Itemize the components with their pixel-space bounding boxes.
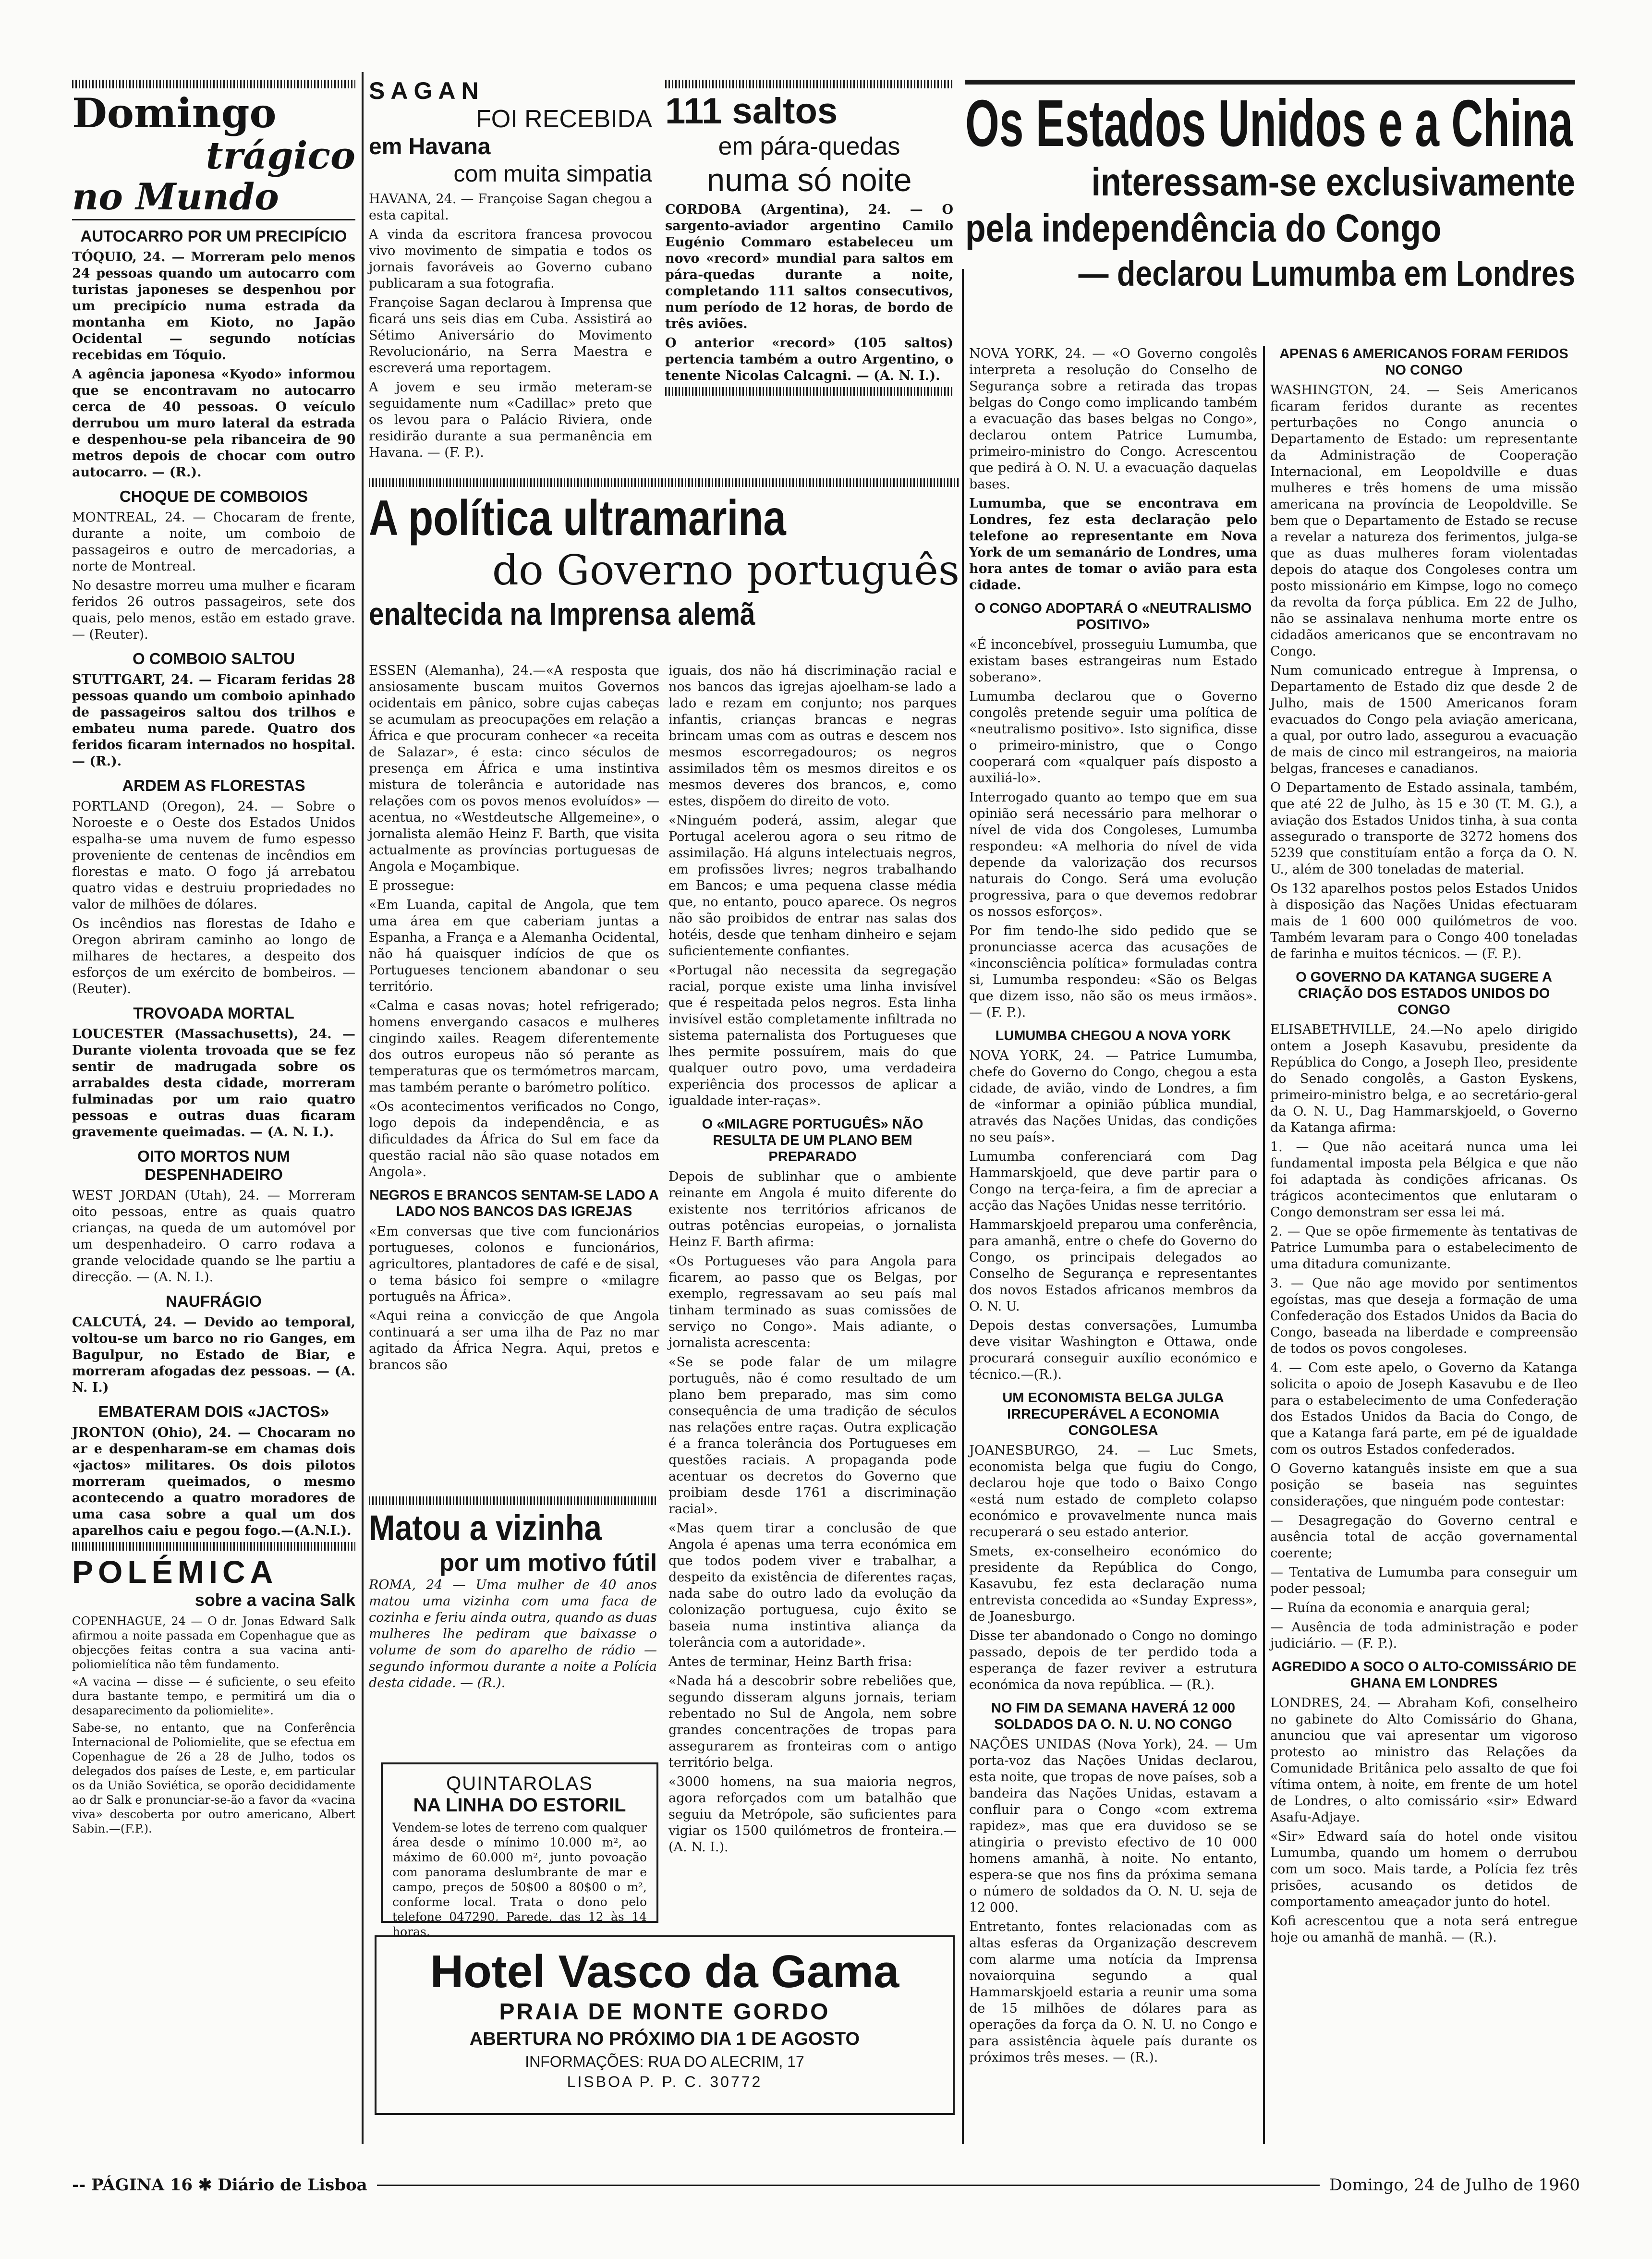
- story-paragraph: «Sir» Edward saía do hotel onde visitou Lumumba, quando um homem o derrubou com um soco. Mais tarde, a Polícia fez três prisões, acusando os detidos de comportamento ameaçador junto do hotel.: [1270, 1829, 1578, 1909]
- usa-subtitle-3: — declarou Lumumba em Londres: [1078, 254, 1575, 293]
- section-title: NO FIM DA SEMANA HAVERÁ 12 000 SOLDADOS DA O. N. U. NO CONGO: [991, 1700, 1236, 1732]
- story-paragraph: Lumumba, que se encontrava em Londres, fez esta declaração pelo telefone ao representante em Nova York de um semanário de Londres, uma hora antes de tomar o avião para esta cidade.: [969, 496, 1257, 593]
- usa-subtitle-1: interessam-se exclusivamente: [1091, 160, 1575, 204]
- story-paragraph: LOUCESTER (Massachusetts), 24. — Durante violenta trovoada que se fez sentir de madrugada sobre os arrabaldes desta cidade, morreram fulminadas por um raio quatro pessoas e outras duas ficaram gravemente queimadas. — (A. N. I.).: [72, 1027, 355, 1140]
- story-paragraph: Antes de terminar, Heinz Barth frisa:: [668, 1654, 912, 1669]
- story-paragraph: iguais, dos não há discriminação racial e nos bancos das igrejas ajoelham-se lado a lado e rezam em conjunto; nos parques infantis, crianças brancas e negras brincam umas com as outras e descem nos mesmos escorregadouros; os negros assimilados têm os mesmos direitos e os mesmos deveres dos brancos, e, como estes, dispõem do direito de voto.: [668, 663, 957, 809]
- hatch-rule: [369, 478, 960, 487]
- story-sagan: [369, 77, 652, 460]
- ultra-subtitle: do Governo português: [492, 547, 960, 595]
- polemica-headline: POLÉMICA: [72, 1554, 278, 1590]
- story-paragraph: — Tentativa de Lumumba para conseguir um poder pessoal;: [1270, 1565, 1578, 1596]
- hotel-location: PRAIA DE MONTE GORDO: [499, 1999, 830, 2025]
- story-paragraph: Hammarskjoeld preparou uma conferência, para amanhã, entre o chefe do Governo do Congo, os principais delegados ao Conselho de Segurança e representantes dos novos Estados africanos membros da O. N. U.: [969, 1217, 1257, 1314]
- story-paragraph: «É inconcebível, prosseguiu Lumumba, que existam bases estrangeiras num Estado soberano».: [969, 637, 1257, 685]
- story-paragraph: NOVA YORK, 24. — Patrice Lumumba, chefe do Governo do Congo, chegou a esta cidade, de avião, vindo de Londres, a fim de «informar a opinião pública mundial, através das Nações Unidas, das condições no seu país».: [969, 1048, 1257, 1145]
- usa-title: Os Estados Unidos e a China: [965, 86, 1573, 160]
- story-paragraph: Lumumba conferenciará com Dag Hammarskjoeld, que deve partir para o Congo na terça-feira, a fim de apreciar a acção das Nações Unidas nesse território.: [969, 1149, 1257, 1213]
- story-paragraph: Num comunicado entregue à Imprensa, o Departamento de Estado diz que desde 2 de Julho, mais de 1500 Americanos foram evacuados do Congo pela aviação americana, a qual, por outro lado, assegurou a evacuação de mais de cinco mil estrangeiros, na maioria belgas, franceses e canadianos.: [1270, 663, 1578, 776]
- story-paragraph: PORTLAND (Oregon), 24. — Sobre o Noroeste e o Oeste dos Estados Unidos espalha-se uma nuvem de fumo espesso proveniente de centenas de incêndios em florestas e mato. O fogo já arrebatou quatro vidas e destruiu propriedades no valor de milhões de dólares.: [72, 799, 355, 912]
- page-footer: [72, 2171, 1580, 2199]
- story-paragraph: «Ninguém poderá, assim, alegar que Portugal acelerou agora o seu ritmo de assimilação. Há alguns intelectuais negros, em profissões livres; negros trabalhando em Bancos; e uma pequena classe média que, no entanto, pouco aparece. Os negros não são proibidos de entrar nas salas dos hotéis, desde que tenham dinheiro e sejam suficientemente confiantes.: [668, 813, 957, 959]
- story-paragraph: «Em conversas que tive com funcionários portugueses, colonos e funcionários, agricultores, plantadores de café e de sisal, o tema básico foi sempre o «milagre português na África».: [369, 1224, 659, 1304]
- section-title: O GOVERNO DA KATANGA SUGERE A CRIAÇÃO DOS ESTADOS UNIDOS DO CONGO: [1296, 970, 1552, 1018]
- story-paragraph: Kofi acrescentou que a nota será entregue hoje ou amanhã de manhã. — (R.).: [1270, 1914, 1578, 1945]
- story-paragraph: TÓQUIO, 24. — Morreram pelo menos 24 pessoas quando um autocarro com turistas japoneses se despenhou por um precipício numa estrada da montanha em Kioto, no Japão Ocidental — segundo notícias recebidas em Tóquio.: [72, 250, 355, 363]
- story-paragraph: MONTREAL, 24. — Chocaram de frente, durante a noite, um comboio de passageiros e outro de mercadorias, a norte de Montreal.: [72, 510, 355, 574]
- story-paragraph: «Em Luanda, capital de Angola, que tem uma área em que caberiam juntas a Espanha, a França e a Alemanha Ocidental, não há quaisquer indícios de que os Portugueses tencionem abandonar o seu território.: [369, 898, 659, 994]
- footer-page-label: -- PÁGINA 16 ✱ Diário de Lisboa: [72, 2175, 367, 2195]
- story-paragraph: A vinda da escritora francesa provocou vivo movimento de simpatia e todos os jornais favoráveis ao Governo cubano publicaram a sua fotografia.: [369, 227, 652, 291]
- ultra-title: A política ultramarina: [369, 490, 786, 546]
- story-paragraph: Os incêndios nas florestas de Idaho e Oregon abriram caminho ao longo de milhares de hectares, a despeito dos esforços de um exército de bombeiros. — (Reuter).: [72, 916, 355, 996]
- story-paragraph: «A vacina — disse — é suficiente, o seu efeito dura bastante tempo, e permitirá um dia o desaparecimento da poliomielite».: [72, 1675, 355, 1717]
- story-paragraph: JRONTON (Ohio), 24. — Chocaram no ar e despenharam-se em chamas dois «jactos» militares. Os dois pilotos morreram queimados, o mesmo acontecendo a quatro moradores de uma casa sobre a qual um dos aparelhos caiu e pegou fogo.—(A.N.I.).: [72, 1425, 355, 1538]
- story-paragraph: STUTTGART, 24. — Ficaram feridas 28 pessoas quando um comboio apinhado de passageiros saltou dos trilhos e embateu numa parede. Quatro dos feridos ficaram internados no hospital. — (R.).: [72, 672, 355, 769]
- footer-date: Domingo, 24 de Julho de 1960: [1329, 2175, 1580, 2195]
- story-paragraph: 2. — Que se opõe firmemente às tentativas de Patrice Lumumba para o estabelecimento de uma ditadura comunizante.: [1270, 1224, 1578, 1272]
- story-paragraph: 3. — Que não age movido por sentimentos egoístas, mas que deseja a formação de uma Confederação dos Estados Unidos da Bacia do Congo, baseada na liberdade e compreensão de todos os povos congoleses.: [1270, 1276, 1578, 1356]
- story-paragraph: HAVANA, 24. — Françoise Sagan chegou a esta capital.: [369, 192, 652, 223]
- story-paragraph: 4. — Com este apelo, o Governo da Katanga solicita o apoio de Joseph Kasavubu e de Ileo para o estabelecimento de uma Confederação dos Estados Unidos da Bacia do Congo, de que a Katanga fará parte, em pé de igualdade com os outros Estados confederados.: [1270, 1360, 1578, 1457]
- story-paragraph: Depois de sublinhar que o ambiente reinante em Angola é muito diferente do existente nos territórios africanos de outras potências europeias, o jornalista Heinz F. Barth afirma:: [668, 1169, 957, 1250]
- story-paragraph: NOVA YORK, 24. — «O Governo congolês interpreta a resolução do Conselho de Segurança sobre a retirada das tropas belgas do Congo como implicando também a evacuação das bases belgas no Congo», declarou ontem Patrice Lumumba, primeiro-ministro do Congo. Acrescentou que pedirá à O. N. U. a evacuação daquelas bases.: [969, 346, 1257, 492]
- matou-title: Matou a vizinha: [369, 1508, 602, 1548]
- story-paragraph: «Portugal não necessita da segregação racial, porque existe uma linha invisível que é respeitada pelos negros. Esta linha invisível estão completamente infiltrada no sistema paternalista dos Portugueses que lhes permite possuírem, mais do que qualquer outro povo, uma verdadeira experiência dos processos de aplicar a igualdade inter-raças».: [668, 963, 957, 1108]
- story-paragraph: «Os acontecimentos verificados no Congo, logo depois da independência, e as dificuldades da África do Sul em face da questão racial não são quase notados em Angola».: [369, 1099, 659, 1179]
- divider: [965, 80, 1575, 85]
- headline-tragico: trágico: [206, 134, 355, 178]
- ad-quintarolas-body: Vendem-se lotes de terreno com qualquer área desde o mínimo 10.000 m², ao máximo de 60.000 m², junto povoação com panorama deslumbrante de mar e campo, preços de 50$00 a 80$00 o m², conforme local. Trata o dono pelo telefone 047290, Parede, das 12 às 14 horas.: [392, 1821, 647, 1939]
- section-title: UM ECONOMISTA BELGA JULGA IRRECUPERÁVEL A ECONOMIA CONGOLESA: [1002, 1390, 1224, 1438]
- story-paragraph: O Governo katanguês insiste em que a sua posição se baseia nas seguintes considerações, que ninguém pode contestar:: [1270, 1461, 1578, 1509]
- story-title: AUTOCARRO POR UM PRECIPÍCIO: [80, 227, 347, 245]
- sagan-line-2: FOI RECEBIDA: [476, 105, 652, 133]
- story-paragraph: «Aqui reina a convicção de que Angola continuará a ser uma ilha de Paz no mar agitado da África Negra. Aqui, pretos e brancos são: [369, 1309, 659, 1372]
- story-paragraph: «Calma e casas novas; hotel refrigerado; homens envergando casacos e mulheres cingindo xailes. Reagem diferentemente dos outros europeus não só perante as temperaturas que os termómetros marcam, mas também perante o barómetro político.: [369, 998, 659, 1095]
- hatch-rule: [72, 1542, 355, 1551]
- ultramarina-column-a: [369, 663, 659, 1503]
- story-paragraph: 1. — Que não aceitará nunca uma lei fundamental imposta pela Bélgica e que não foi adaptada às condições africanas. Os trágicos acontecimentos que enlutaram o Congo demonstram ser essa lei má.: [1270, 1140, 1578, 1220]
- column-rule-1: [362, 72, 364, 2144]
- hotel-name: Hotel Vasco da Gama: [430, 1946, 899, 1997]
- story-paragraph: WEST JORDAN (Utah), 24. — Morreram oito pessoas, entre as quais quatro crianças, na queda de um automóvel por um despenhadeiro. O carro rodava a grande velocidade quando se lhe partiu a direcção. — (A. N. I.).: [72, 1188, 355, 1285]
- story-paragraph: E prossegue:: [369, 878, 455, 893]
- ultra-tagline: enaltecida na Imprensa alemã: [369, 596, 755, 632]
- saltos-line-3: numa só noite: [706, 162, 912, 198]
- story-title: OITO MORTOS NUM DESPENHADEIRO: [137, 1147, 290, 1183]
- ad-quintarolas: [381, 1762, 658, 1939]
- story-111-saltos: [665, 77, 953, 461]
- sagan-line-1: SAGAN: [369, 77, 485, 104]
- story-paragraph: Lumumba declarou que o Governo congolês pretende seguir uma política de «neutralismo positivo». Isto significa, disse o primeiro-ministro, que o Congo cooperará com «qualquer país disposto a auxiliá-lo».: [969, 689, 1257, 786]
- story-paragraph: O Departamento de Estado assinala, também, que até 22 de Julho, às 15 e 30 (T. M. G.), a aviação dos Estados Unidos tinha, à sua conta assegurado o transporte de 3272 homens dos 5239 que constituíam então a força da O. N. U., além de 300 toneladas de material.: [1270, 780, 1578, 877]
- hotel-opening: ABERTURA NO PRÓXIMO DIA 1 DE AGOSTO: [469, 2029, 860, 2049]
- story-paragraph: Interrogado quanto ao tempo que em sua opinião será necessário para melhorar o nível de vida dos Congoleses, Lumumba respondeu: «A melhoria do nível de vida depende da valorização dos recursos naturais do Congo. Será uma evolução progressiva, para o que devemos redobrar os nossos esforços».: [969, 790, 1257, 919]
- column-domingo-tragico: [72, 77, 355, 2151]
- story-paragraph: «Nada há a descobrir sobre rebeliões que, segundo disseram alguns jornais, teriam rebentado no Sul de Angola, nem sobre grandes concentrações de tropas para assegurarem as fronteiras com o antigo território belga.: [668, 1674, 957, 1770]
- story-title: ARDEM AS FLORESTAS: [122, 777, 305, 794]
- polemica-subhead: sobre a vacina Salk: [194, 1590, 355, 1610]
- story-paragraph: No desastre morreu uma mulher e ficaram feridos 26 outros passageiros, sete dos quais, pelo menos, estão em estado grave. — (Reuter).: [72, 578, 355, 642]
- story-paragraph: — Ruína da economia e anarquia geral;: [1270, 1601, 1530, 1615]
- story-paragraph: «Se se pode falar de um milagre português, não é como resultado de um plano bem preparado, mas sim como consequência de uma tradição de séculos nas relações entre raças. Outra explicação é a franca tolerância dos Portugueses em questões raciais. A propaganda pode acentuar os decretos do Governo que proibiam desde 1761 a discriminação racial».: [668, 1355, 957, 1517]
- headline-no-mundo: no Mundo: [72, 175, 279, 218]
- story-title: NAUFRÁGIO: [166, 1292, 262, 1310]
- story-paragraph: CORDOBA (Argentina), 24. — O sargento-aviador argentino Camilo Eugénio Commaro estabeleceu um novo «record» mundial para saltos em pára-quedas durante a noite, completando 111 saltos consecutivos, num período de 12 horas, de bordo de três aviões.: [665, 202, 953, 331]
- story-paragraph: Françoise Sagan declarou à Imprensa que ficará uns seis dias em Cuba. Assistirá ao Sétimo Aniversário do Movimento Revolucionário, na Serra Maestra e escreverá uma reportagem.: [369, 295, 652, 376]
- story-paragraph: NAÇÕES UNIDAS (Nova York), 24. — Um porta-voz das Nações Unidas declarou, esta noite, que tropas de nove países, sob a bandeira das Nações Unidas, estavam a confluir para o Congo «com extrema rapidez», mas que era duvidoso se se atingiria o previsto efectivo de 10 000 homens amanhã, à noite. No entanto, espera-se que nos fins da próxima semana o número de soldados da O. N. U. seja de 12 000.: [969, 1737, 1257, 1915]
- sagan-line-3: em Havana: [369, 134, 491, 159]
- column-rule-3: [1263, 346, 1265, 2144]
- ultramarina-headline: [369, 475, 960, 668]
- story-paragraph: Por fim tendo-lhe sido pedido que se pronunciasse acerca das acusações de «inconsciência política» formuladas contra si, Lumumba respondeu: «São os Belgas que dizem isso, não são os meus irmãos». — (F. P.).: [969, 923, 1257, 1020]
- section-title: O «MILAGRE PORTUGUÊS» NÃO RESULTA DE UM PLANO BEM PREPARADO: [702, 1117, 923, 1165]
- column-rule-2: [962, 269, 964, 2144]
- story-paragraph: WASHINGTON, 24. — Seis Americanos ficaram feridos durante as recentes perturbações no Congo anuncia o Departamento de Estado: um representante da Administração de Cooperação Internacional, em Leopoldville e duas mulheres e três homens de uma missão americana na província de Leopoldville. Se bem que o Departamento de Estado se recuse a revelar a natureza dos ferimentos, julga-se que as duas mulheres foram violentadas depois do ataque dos Congoleses contra um posto missionário em Kimpse, logo no começo da revolta da força pública. Em 22 de Julho, não se assinalava nenhuma morte entre os cidadãos americanos que se encontravam no Congo.: [1270, 383, 1578, 659]
- congo-column-c: [969, 346, 1257, 2161]
- saltos-line-2: em pára-quedas: [718, 133, 900, 160]
- ad-hotel-vasco-da-gama: [375, 1935, 955, 2115]
- story-paragraph: — Desagregação do Governo central e ausência total de acção governamental coerente;: [1270, 1513, 1578, 1561]
- hotel-contact: LISBOA P. P. C. 30772: [567, 2073, 763, 2090]
- section-title: APENAS 6 AMERICANOS FORAM FERIDOS NO CONGO: [1279, 346, 1568, 378]
- estados-unidos-headline: [965, 77, 1575, 346]
- matou-subtitle: por um motivo fútil: [439, 1549, 657, 1576]
- story-paragraph: — Ausência de toda administração e poder judiciário. — (F. P.).: [1270, 1620, 1578, 1651]
- hatch-rule: [665, 387, 953, 396]
- section-title: NEGROS E BRANCOS SENTAM-SE LADO A LADO NOS BANCOS DAS IGREJAS: [369, 1188, 659, 1219]
- story-paragraph: ELISABETHVILLE, 24.—No apelo dirigido ontem a Joseph Kasavubu, presidente da República do Congo, a Joseph Ileo, presidente do Senado congolês, a Gaston Eyskens, primeiro-ministro belga, e ao secretário-geral da O. N. U., Dag Hammarskjoeld, o Governo da Katanga afirma:: [1270, 1022, 1578, 1135]
- story-paragraph: Os 132 aparelhos postos pelos Estados Unidos à disposição das Nações Unidas efectuaram mais de 1 600 000 quilómetros de voo. Também levaram para o Congo 400 toneladas de farinha e muitos técnicos. — (F. P.).: [1270, 881, 1578, 961]
- ad-quintarolas-title: QUINTAROLAS: [446, 1773, 593, 1794]
- story-paragraph: «Mas quem tirar a conclusão de que Angola é apenas uma terra económica em que todos podem viver e trabalhar, a despeito da existência de diferentes raças, nada sabe do outro lado da evolução da colonização portuguesa, cujo êxito se baseia numa instintiva aliança da tolerância com a autoridade».: [668, 1521, 957, 1650]
- section-title: AGREDIDO A SOCO O ALTO-COMISSÁRIO DE GHANA EM LONDRES: [1271, 1659, 1577, 1691]
- usa-subtitle-2: pela independência do Congo: [965, 206, 1442, 250]
- story-title: CHOQUE DE COMBOIOS: [119, 487, 308, 505]
- story-title: EMBATERAM DOIS «JACTOS»: [98, 1403, 329, 1421]
- story-title: O COMBOIO SALTOU: [133, 650, 295, 668]
- ultramarina-column-b: [668, 663, 957, 2103]
- story-paragraph: CALCUTÁ, 24. — Devido ao temporal, voltou-se um barco no rio Ganges, em Bagulpur, no Estado de Biar, e morreram afogadas dez pessoas. — (A. N. I.): [72, 1315, 355, 1395]
- section-title: O CONGO ADOPTARÁ O «NEUTRALISMO POSITIVO»: [974, 601, 1252, 632]
- story-paragraph: O anterior «record» (105 saltos) pertencia também a outro Argentino, o tenente Nicolas Calcagni. — (A. N. I.).: [665, 336, 953, 383]
- story-title: TROVOADA MORTAL: [133, 1004, 294, 1022]
- story-paragraph: Depois destas conversações, Lumumba deve visitar Washington e Ottawa, onde procurará conseguir auxílio económico e técnico.—(R.).: [969, 1318, 1257, 1382]
- story-paragraph: JOANESBURGO, 24. — Luc Smets, economista belga que fugiu do Congo, declarou hoje que todo o Baixo Congo «está num estado de completo colapso económico e provavelmente nunca mais recuperará o seu estado anterior.: [969, 1443, 1257, 1540]
- story-paragraph: ROMA, 24 — Uma mulher de 40 anos matou uma vizinha com uma faca de cozinha e feriu ainda outra, quando as duas mulheres lhe pediram que baixasse o volume de som do aparelho de rádio — segundo informou durante a noite a Polícia desta cidade. — (R.).: [369, 1578, 657, 1690]
- story-paragraph: LONDRES, 24. — Abraham Kofi, conselheiro no gabinete do Alto Comissário do Ghana, anunciou que vai apresentar um vigoroso protesto ao ministro das Relações da Comunidade Britânica pelo assalto de que foi vítima ontem, à noite, em frente de um hotel de Londres, o alto comissário «sir» Edward Asafu-Adjaye.: [1270, 1696, 1578, 1825]
- hatch-rule: [369, 1496, 657, 1505]
- congo-column-d: [1270, 346, 1578, 2161]
- hatch-rule: [665, 80, 953, 88]
- footer-rule: [377, 2185, 1320, 2186]
- divider: [72, 219, 355, 220]
- section-title: LUMUMBA CHEGOU A NOVA YORK: [995, 1028, 1231, 1044]
- hatch-rule: [72, 80, 355, 88]
- saltos-line-1: 111 saltos: [665, 91, 838, 132]
- story-paragraph: Sabe-se, no entanto, que na Conferência Internacional de Poliomielite, que se efectua em Copenhague de 26 a 28 de Julho, todos os delegados dos países de Leste, e, em particular os da União Soviética, se oporão decididamente ao dr Salk e pronunciar-se-ão a favor da «vacina viva» descoberta por outro americano, Albert Sabin.—(F.P.).: [72, 1721, 355, 1835]
- sagan-line-4: com muita simpatia: [453, 161, 652, 187]
- story-paragraph: COPENHAGUE, 24 — O dr. Jonas Edward Salk afirmou a noite passada em Copenhague que as objecções feitas contra a sua vacina anti-poliomielítica não têm fundamento.: [72, 1615, 355, 1671]
- story-paragraph: «Os Portugueses vão para Angola para ficarem, ao passo que os Belgas, por exemplo, regressavam ao seu país mal tinham terminado as suas comissões de serviço no Congo». Mais adiante, o jornalista acrescenta:: [668, 1254, 957, 1350]
- story-paragraph: ESSEN (Alemanha), 24.—«A resposta que ansiosamente buscam muitos Governos ocidentais em pânico, sobre cujas cabeças se acumulam as preocupações em relação a África e que procuram conhecer «a receita de Salazar», é esta: cinco séculos de presença em África e uma instintiva mistura de tolerância e autoridade nas relações com os povos menos evoluídos» — acentua, no «Westdeutsche Allgemeine», o jornalista alemão Heinz F. Barth, que visita actualmente as províncias portuguesas de Angola e Moçambique.: [369, 663, 659, 874]
- story-matou-vizinha: [369, 1494, 657, 1690]
- story-paragraph: Smets, ex-conselheiro económico do presidente da República do Congo, Kasavubu, fez esta declaração numa entrevista concedida ao «Sunday Express», de Joanesburgo.: [969, 1544, 1257, 1624]
- headline-domingo: Domingo: [72, 89, 277, 137]
- story-paragraph: A agência japonesa «Kyodo» informou que se encontravam no autocarro cerca de 40 pessoas. O veículo derrubou um muro lateral da estrada e despenhou-se pela ribanceira de 90 metros depois de chocar com outro autocarro. — (R.).: [72, 367, 355, 480]
- story-paragraph: «3000 homens, na sua maioria negros, agora reforçados com um batalhão que seguiu da Metrópole, são suficientes para vigiar os 1500 quilómetros de fronteira.— (A. N. I.).: [668, 1774, 957, 1855]
- story-paragraph: Disse ter abandonado o Congo no domingo passado, depois de ter perdido toda a esperança de fazer reviver a estrutura económica da nova república. — (R.).: [969, 1628, 1257, 1692]
- hotel-info: INFORMAÇÕES: RUA DO ALECRIM, 17: [525, 2053, 804, 2070]
- ad-quintarolas-subtitle: NA LINHA DO ESTORIL: [413, 1795, 626, 1816]
- story-paragraph: Entretanto, fontes relacionadas com as altas esferas da Organização descrevem com alarme uma notícia da Imprensa novaiorquina segundo a qual Hammarskjoeld estaria a reunir uma soma de 15 milhões de dólares para as operações da força da O. N. U. no Congo e para assistência àquele país durante os próximos três meses. — (R.).: [969, 1919, 1257, 2065]
- story-paragraph: A jovem e seu irmão meteram-se seguidamente num «Cadillac» preto que os levou para o Palácio Riviera, onde residirão durante a sua permanência em Havana. — (F. P.).: [369, 380, 652, 460]
